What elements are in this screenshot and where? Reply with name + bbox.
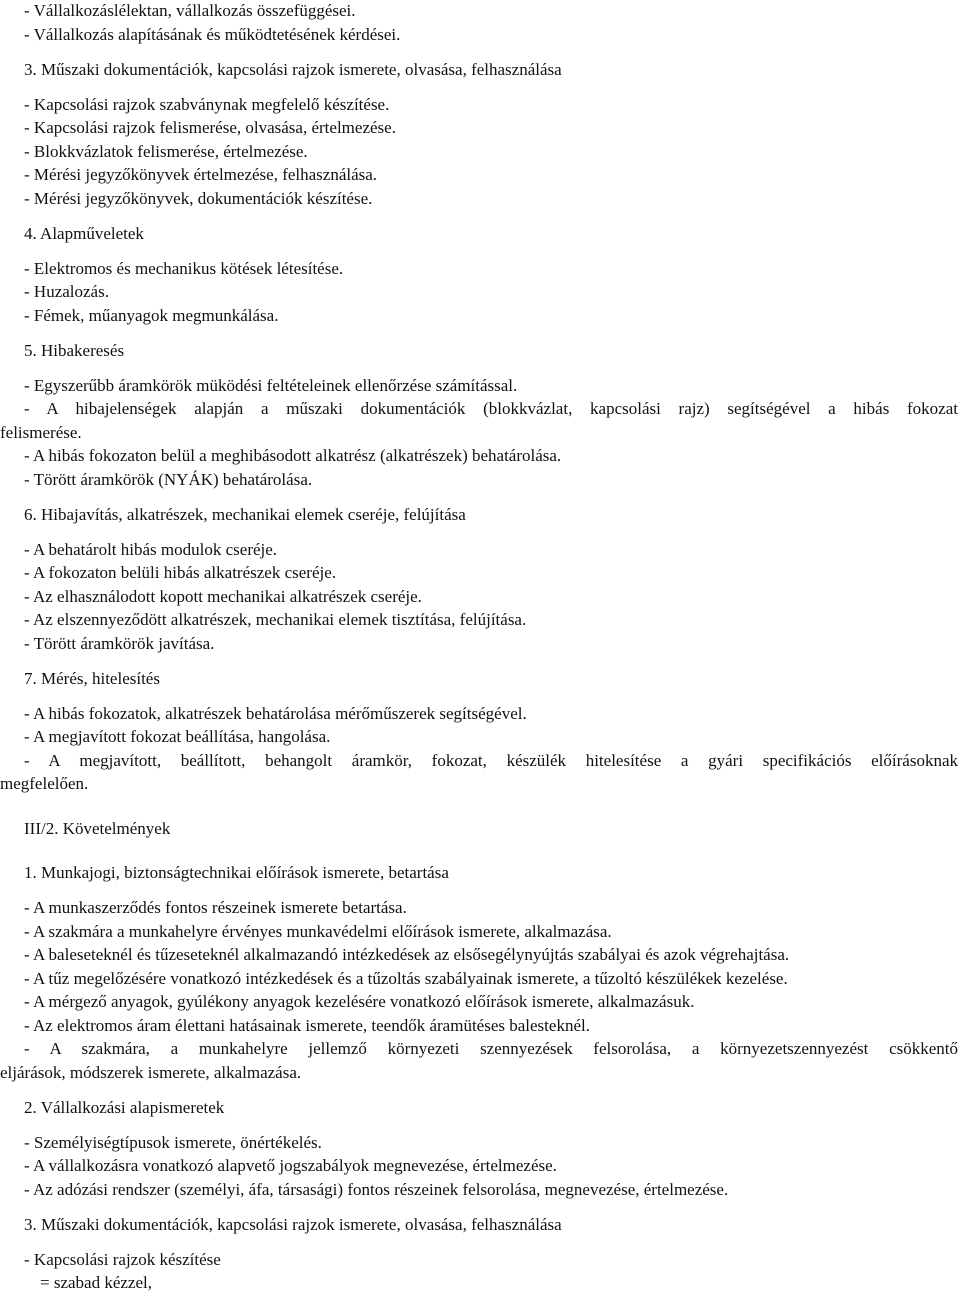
- section-list: [0, 702, 958, 796]
- list-item: - Kapcsolási rajzok készítése: [24, 1249, 221, 1269]
- list-item: - A hibás fokozatok, alkatrészek behatárolása mérőműszerek segítségével.: [24, 703, 527, 723]
- list-item-continuation: megfelelően.: [0, 774, 89, 793]
- section-list: [24, 1248, 958, 1295]
- list-item: - A behatárolt hibás modulok cseréje.: [24, 539, 278, 559]
- section-heading: 3. Műszaki dokumentációk, kapcsolási rajzok ismerete, olvasása, felhasználása: [24, 1214, 562, 1234]
- list-item: - Mérési jegyzőkönyvek értelmezése, felhasználása.: [24, 165, 378, 184]
- section-heading: 1. Munkajogi, biztonságtechnikai előírások ismerete, betartása: [24, 863, 449, 882]
- list-item: - Blokkvázlatok felismerése, értelmezése.: [24, 141, 308, 161]
- list-item: - A baleseteknél és tűzeseteknél alkalmazandó intézkedések az elsősegélynyújtás szabályai és azok végrehajtása.: [24, 945, 790, 964]
- list-item: - Törött áramkörök javítása.: [24, 633, 215, 653]
- list-item: - Kapcsolási rajzok szabványnak megfelelő készítése.: [24, 94, 390, 114]
- section-list: [24, 257, 958, 328]
- list-item: - Személyiségtípusok ismerete, önértékelés.: [24, 1132, 322, 1152]
- section-list: [24, 93, 958, 211]
- section-heading: 4. Alapműveletek: [24, 223, 144, 243]
- section-heading: 2. Vállalkozási alapismeretek: [24, 1097, 225, 1117]
- list-item-continuation: eljárások, módszerek ismerete, alkalmazása.: [0, 1062, 302, 1082]
- list-item: - A fokozaton belüli hibás alkatrészek cseréje.: [24, 563, 337, 582]
- list-item: - A vállalkozásra vonatkozó alapvető jogszabályok megnevezése, értelmezése.: [24, 1156, 557, 1175]
- section-heading: 5. Hibakeresés: [24, 340, 125, 360]
- list-item: - A hibás fokozaton belül a meghibásodott alkatrész (alkatrészek) behatárolása.: [24, 446, 562, 465]
- section-heading: 3. Műszaki dokumentációk, kapcsolási rajzok ismerete, olvasása, felhasználása: [24, 59, 562, 79]
- list-subitem: = szabad kézzel,: [40, 1273, 152, 1292]
- list-item: - A munkaszerződés fontos részeinek ismerete betartása.: [24, 898, 407, 917]
- list-item: - Elektromos és mechanikus kötések létesítése.: [24, 258, 344, 278]
- list-item: - A tűz megelőzésére vonatkozó intézkedések és a tűzoltás szabályainak ismerete, a tűzoltó készülékek kezelése.: [24, 968, 788, 988]
- list-item: - Fémek, műanyagok megmunkálása.: [24, 305, 279, 325]
- list-item: - Az elhasználodott kopott mechanikai alkatrészek cseréje.: [24, 586, 422, 606]
- section-list: [24, 538, 958, 656]
- list-item: - Egyszerűbb áramkörök müködési feltételeinek ellenőrzése számítással.: [24, 375, 518, 395]
- chapter-heading: III/2. Követelmények: [24, 818, 171, 838]
- list-item: - Az elszennyeződött alkatrészek, mechanikai elemek tisztítása, felújítása.: [24, 610, 527, 629]
- list-item: - A megjavított fokozat beállítása, hangolása.: [24, 727, 331, 746]
- list-item: - Vállalkozáslélektan, vállalkozás összefüggései.: [24, 1, 356, 20]
- list-item: - Mérési jegyzőkönyvek, dokumentációk készítése.: [24, 188, 373, 208]
- list-item-continuation: felismerése.: [0, 422, 82, 442]
- list-item: - Az adózási rendszer (személyi, áfa, társasági) fontos részeinek felsorolása, megnevezése, értelmezése.: [24, 1179, 729, 1199]
- section-list: [0, 374, 958, 492]
- list-item: - A szakmára, a munkahelyre jellemző környezeti szennyezések felsorolása, a környezetszennyezést csökkentő: [24, 1039, 958, 1058]
- section-heading: 6. Hibajavítás, alkatrészek, mechanikai elemek cseréje, felújítása: [24, 504, 466, 524]
- list-item: - Az elektromos áram élettani hatásainak ismerete, teendők áramütéses balesteknél.: [24, 1015, 590, 1035]
- list-item: - A megjavított, beállított, behangolt áramkör, fokozat, készülék hitelesítése a gyári specifikációs előírásoknak: [24, 750, 958, 770]
- section-list: [0, 896, 958, 1084]
- list-item: - Kapcsolási rajzok felismerése, olvasása, értelmezése.: [24, 118, 396, 137]
- list-item: - A mérgező anyagok, gyúlékony anyagok kezelésére vonatkozó előírások ismerete, alkalmazásuk.: [24, 992, 695, 1011]
- list-item: - Vállalkozás alapításának és működtetésének kérdései.: [24, 24, 401, 44]
- intro-list: [24, 0, 958, 46]
- list-item: - Törött áramkörök (NYÁK) behatárolása.: [24, 469, 313, 489]
- list-item: - Huzalozás.: [24, 282, 109, 301]
- section-heading: 7. Mérés, hitelesítés: [24, 668, 160, 688]
- list-item: - A szakmára a munkahelyre érvényes munkavédelmi előírások ismerete, alkalmazása.: [24, 921, 612, 941]
- section-list: [24, 1131, 958, 1202]
- list-item: - A hibajelenségek alapján a műszaki dokumentációk (blokkvázlat, kapcsolási rajz) segítségével a hibás fokozat: [24, 399, 958, 418]
